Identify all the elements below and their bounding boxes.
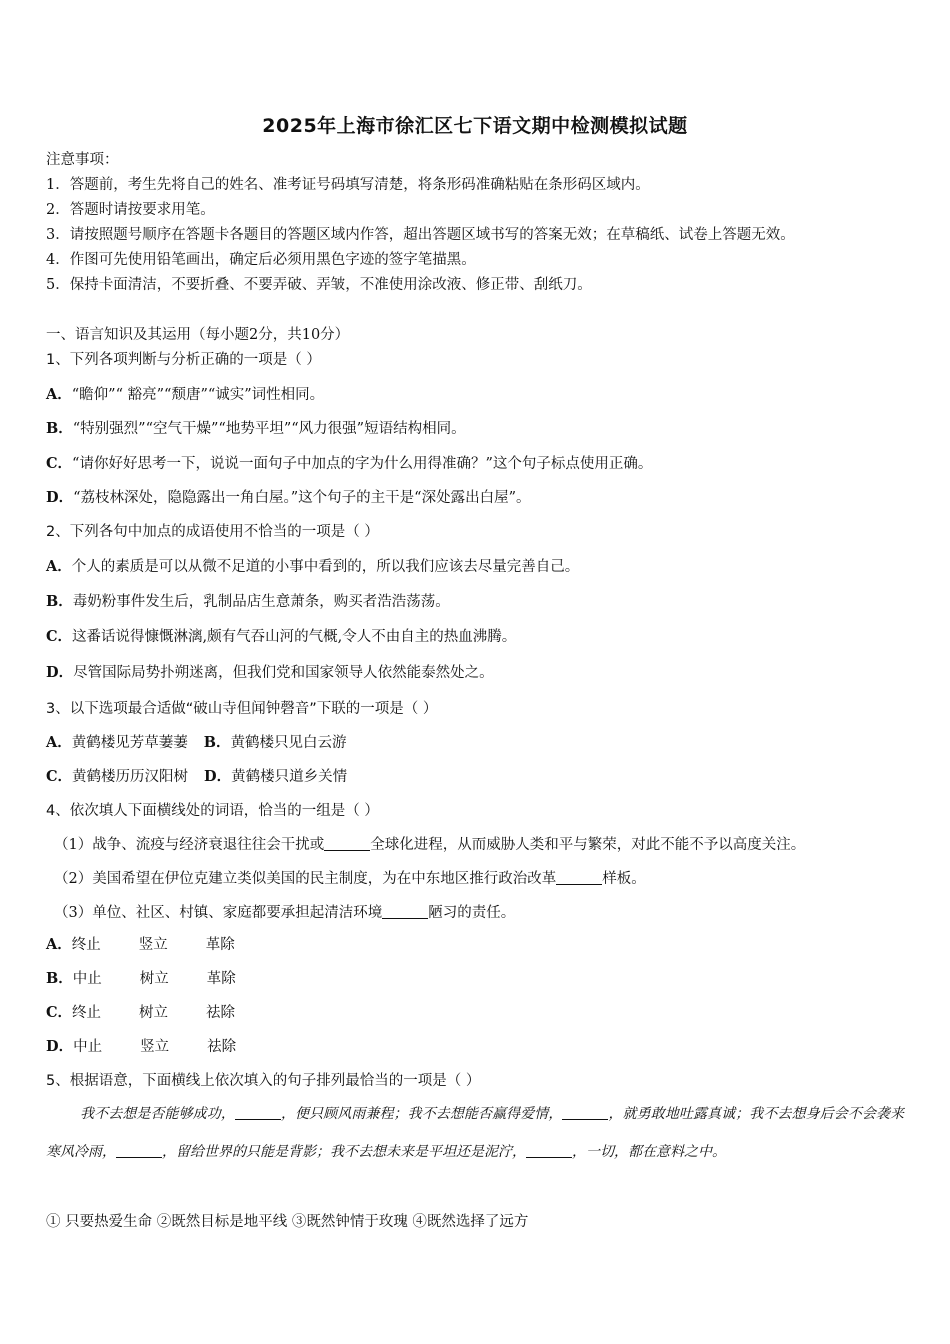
question-1-stem: 1、下列各项判断与分析正确的一项是（ ）: [46, 352, 321, 368]
q2-option-c: C．这番话说得慷慨淋漓,颇有气吞山河的气概,令人不由自主的热血沸腾。: [46, 628, 517, 645]
q1-option-d: D．“荔枝林深处，隐隐露出一角白屋。”这个句子的主干是“深处露出白屋”。: [46, 489, 531, 506]
fill-blank[interactable]: [526, 1143, 572, 1158]
q2-option-b: B．毒奶粉事件发生后，乳制品店生意萧条，购买者浩浩荡荡。: [46, 593, 450, 610]
q4-sentence-1: （1）战争、流疫与经济衰退往往会干扰或 全球化进程，从而威胁人类和平与繁荣，对此不能不予以高度关注。: [54, 837, 806, 853]
q4-option-b: B．中止 树立 革除: [46, 970, 236, 987]
q4-option-d: D．中止 竖立 祛除: [46, 1038, 237, 1055]
q1-option-b: B．“特别强烈”“空气干燥”“地势平坦”“风力很强”短语结构相同。: [46, 420, 466, 437]
q1-option-c: C．“请你好好思考一下，说说一面句子中加点的字为什么用得准确？”这个句子标点使用正确。: [46, 455, 653, 472]
q5-passage: 我不去想是否能够成功， ，便只顾风雨兼程；我不去想能否赢得爱情， ，就勇敢地吐露真诚；我不去想身后会不会袭来寒风冷雨， ，留给世界的只能是背影；我不去想未来是平坦还是泥泞， ，一切，都在意料之中。: [46, 1106, 905, 1160]
fill-blank[interactable]: [116, 1143, 162, 1158]
q2-option-a: A．个人的素质是可以从微不足道的小事中看到的，所以我们应该去尽量完善自己。: [46, 558, 580, 575]
fill-blank[interactable]: [556, 870, 602, 885]
question-4-stem: 4、依次填人下面横线处的词语，恰当的一组是（ ）: [46, 803, 379, 819]
q5-choices: ① 只要热爱生命 ②既然目标是地平线 ③既然钟情于玫瑰 ④既然选择了远方: [46, 1214, 529, 1230]
notice-item: 1．答题前，考生先将自己的姓名、准考证号码填写清楚，将条形码准确粘贴在条形码区域内。: [46, 177, 650, 193]
question-3-stem: 3、以下选项最合适做“破山寺但闻钟磬音”下联的一项是（ ）: [46, 701, 438, 717]
q4-option-c: C．终止 树立 祛除: [46, 1004, 236, 1021]
notice-heading: 注意事项：: [46, 152, 119, 168]
notice-item: 2．答题时请按要求用笔。: [46, 202, 215, 218]
q3-options-row-1: A．黄鹤楼见芳草萋萋 B．黄鹤楼只见白云游: [46, 734, 347, 751]
notice-item: 5．保持卡面清洁，不要折叠、不要弄破、弄皱，不准使用涂改液、修正带、刮纸刀。: [46, 277, 592, 293]
section-heading: 一、语言知识及其运用（每小题2分，共10分）: [46, 327, 350, 343]
fill-blank[interactable]: [382, 904, 428, 919]
q1-option-a: A．“瞻仰”“ 豁亮”“颓唐”“诚实”词性相同。: [46, 386, 325, 403]
q4-sentence-2: （2）美国希望在伊位克建立类似美国的民主制度，为在中东地区推行政治改革 样板。: [54, 871, 646, 887]
q2-option-d: D．尽管国际局势扑朔迷离，但我们党和国家领导人依然能泰然处之。: [46, 664, 494, 681]
fill-blank[interactable]: [562, 1105, 608, 1120]
fill-blank[interactable]: [324, 836, 370, 851]
q4-sentence-3: （3）单位、社区、村镇、家庭都要承担起清洁环境 陋习的责任。: [54, 905, 516, 921]
notice-item: 4．作图可先使用铅笔画出，确定后必须用黑色字迹的签字笔描黑。: [46, 252, 476, 268]
page-title: 2025年上海市徐汇区七下语文期中检测模拟试题: [262, 115, 688, 137]
fill-blank[interactable]: [235, 1105, 281, 1120]
notice-item: 3．请按照题号顺序在答题卡各题目的答题区域内作答，超出答题区域书写的答案无效；在草稿纸、试卷上答题无效。: [46, 227, 795, 243]
q4-option-a: A．终止 竖立 革除: [46, 936, 235, 953]
question-2-stem: 2、下列各句中加点的成语使用不恰当的一项是（ ）: [46, 524, 379, 540]
question-5-stem: 5、根据语意，下面横线上依次填入的句子排列最恰当的一项是（ ）: [46, 1073, 481, 1089]
q3-options-row-2: C．黄鹤楼历历汉阳树 D．黄鹤楼只道乡关情: [46, 768, 348, 785]
